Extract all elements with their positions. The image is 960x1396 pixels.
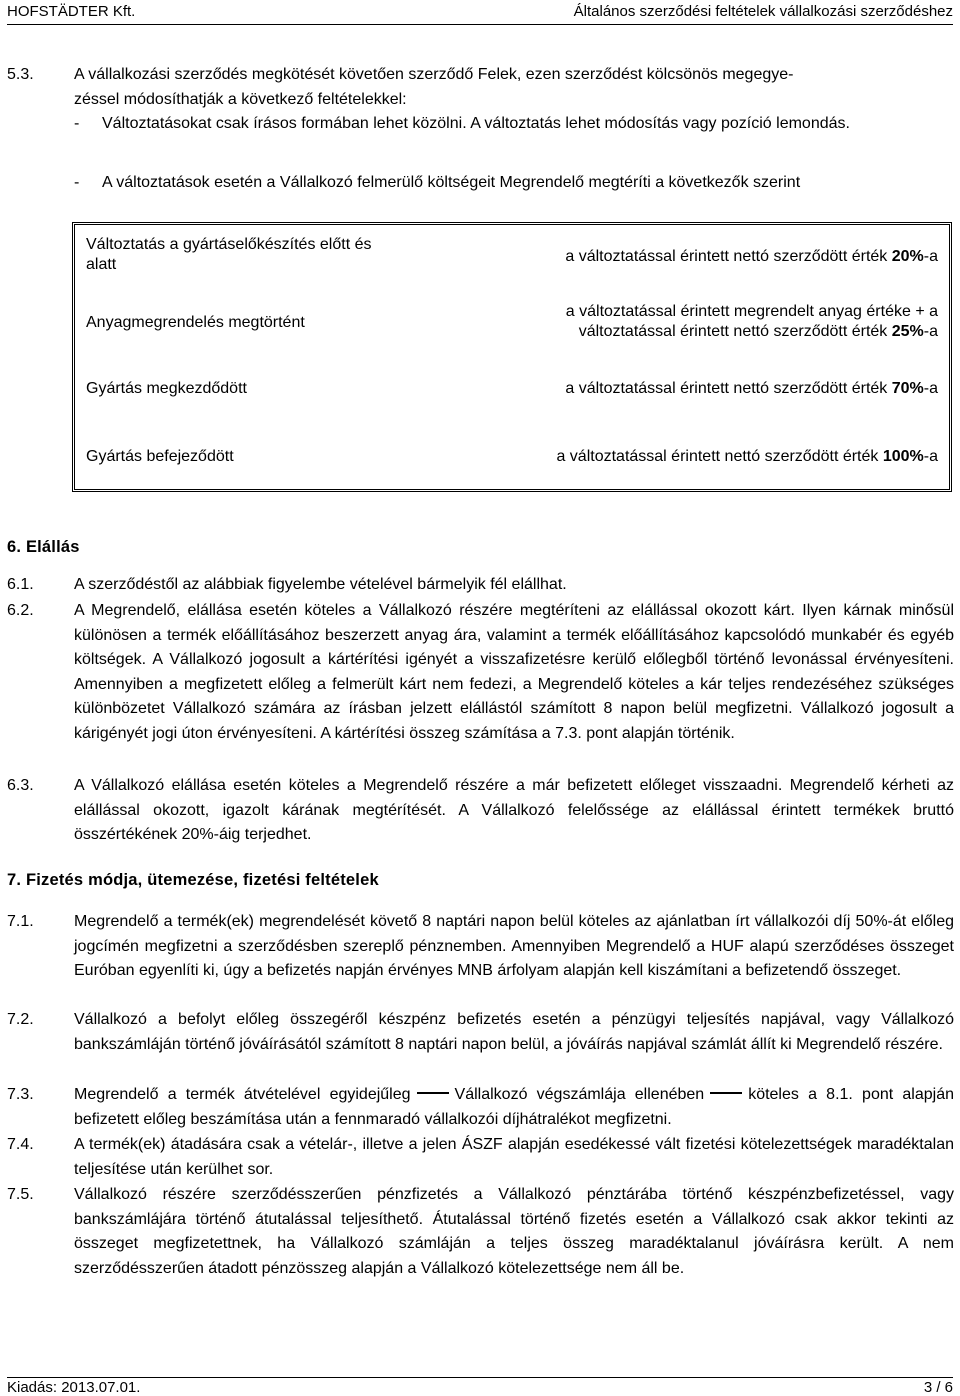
table-cell: a változtatással érintett nettó szerződött érték 70%-a: [565, 380, 938, 397]
paragraph: Megrendelő a termék átvételével egyidejűleg Vállalkozó végszámlája ellenében köteles a 8.1. pont alapján befizetett előleg beszámítása után a fennmaradó vállalkozói díjhátralékot megfizetni.: [74, 1086, 954, 1128]
section-heading: 7. Fizetés módja, ütemezése, fizetési feltételek: [7, 871, 379, 889]
section-number: 5.3.: [7, 66, 34, 83]
page-footer: [7, 1377, 953, 1396]
table-cell: a változtatással érintett megrendelt anyag értéke + a változtatással érintett nettó szerződött érték 25%-a: [565, 303, 938, 340]
paragraph: A szerződéstől az alábbiak figyelembe vételével bármelyik fél elállhat.: [74, 576, 567, 593]
section-number: 6.1.: [7, 576, 34, 593]
list-item: A változtatások esetén a Vállalkozó felmerülő költségeit Megrendelő megtéríti a következők szerint: [102, 174, 801, 191]
section-heading: 6. Elállás: [7, 538, 80, 556]
em-dash: [710, 1092, 742, 1094]
cost-table: [72, 222, 952, 492]
section-number: 7.4.: [7, 1136, 34, 1153]
list-item: Változtatásokat csak írásos formában lehet közölni. A változtatás lehet módosítás vagy pozíció lemondás.: [102, 115, 850, 132]
section-number: 7.3.: [7, 1086, 34, 1103]
table-cell: Gyártás befejeződött: [86, 448, 234, 465]
paragraph: Vállalkozó a befolyt előleg összegéről készpénz befizetés esetén a pénzügyi teljesítés napjával, vagy Vállalkozó bankszámláján történő jóváírásától számított 8 naptári napon belül, a jóváírás napjával számlát állít ki Megrendelő részére.: [74, 1011, 954, 1053]
company-name: HOFSTÄDTER Kft.: [7, 3, 136, 20]
table-cell: a változtatással érintett nettó szerződött érték 100%-a: [556, 448, 938, 465]
list-dash: -: [74, 174, 80, 191]
section-number: 7.2.: [7, 1011, 34, 1028]
list-dash: -: [74, 115, 80, 132]
paragraph: A termék(ek) átadására csak a vételár-, illetve a jelen ÁSZF alapján esedékessé vált fizetési kötelezettségek maradéktalan teljesítése után kerülhet sor.: [74, 1136, 954, 1178]
table-cell: a változtatással érintett nettó szerződött érték 20%-a: [565, 248, 938, 265]
paragraph: Megrendelő a termék(ek) megrendelését követő 8 naptári napon belül köteles az ajánlatban írt vállalkozói díj 50%-át előleg jogcímén megfizetni a szerződésben szereplő pénznemben. Amennyiben Megrendelő a HUF alapú szerződéses összeget Euróban egyenlíti ki, úgy a befizetés napján érvényes MNB árfolyam alapján kell kiszámítani a befizetendő összeget.: [74, 913, 954, 979]
document-title: Általános szerződési feltételek vállalkozási szerződéshez: [573, 3, 953, 20]
section-5-3-text: A vállalkozási szerződés megkötését követően szerződő Felek, ezen szerződést kölcsönös megegye- zéssel módosíthatják a következő feltételekkel:: [74, 66, 794, 108]
paragraph: Vállalkozó részére szerződésszerűen pénzfizetés a Vállalkozó pénztárába történő készpénzbefizetéssel, vagy bankszámlájára történő átutalással teljesíthető. Átutalással történő fizetés esetén a Vállalkozó csak akkor tekinti az összeget megfizetettnek, ha Vállalkozó számláján a teljes összeg maradéktalanul jóváírásra került. A nem szerződésszerűen átadott pénzösszeg alapján a Vállalkozó kötelezettsége nem áll be.: [74, 1186, 954, 1277]
page-header: [7, 0, 953, 25]
table-cell: Anyagmegrendelés megtörtént: [86, 314, 305, 331]
paragraph: A Megrendelő, elállása esetén köteles a Vállalkozó részére megtéríteni az elállással okozott kárt. Ilyen kárnak minősül különösen a termék előállításához beszerzett anyag ára, valamint a termék előállításához kapcsolódó munkabér és egyéb költségek. A Vállalkozó jogosult a kártérítési igényét a visszafizetésre kerülő előlegből történő levonással érvényesíteni. Amennyiben a megfizetett előleg a felmerült kárt nem fedezi, a Megrendelő köteles a kár teljes rendezéséhez szükséges különbözetet Vállalkozó számára az írásban jelzett elállástól számított 8 napon belül megfizetni. Vállalkozó jogosult a kárigényét jogi úton érvényesíteni. A kártérítési összeg számítása a 7.3. pont alapján történik.: [74, 602, 954, 742]
em-dash: [417, 1092, 449, 1094]
table-cell: Változtatás a gyártáselőkészítés előtt és alatt: [86, 236, 372, 273]
section-number: 7.5.: [7, 1186, 34, 1203]
section-number: 6.2.: [7, 602, 34, 619]
section-number: 7.1.: [7, 913, 34, 930]
issue-date: Kiadás: 2013.07.01.: [7, 1379, 141, 1396]
section-number: 6.3.: [7, 777, 34, 794]
paragraph: A Vállalkozó elállása esetén köteles a Megrendelő részére a már befizetett előleget visszaadni. Megrendelő kérheti az elállással okozott, igazolt kárának megtérítését. A Vállalkozó felelőssége az elállással érintett termékek bruttó összértékének 20%-áig terjedhet.: [74, 777, 954, 843]
page-number: 3 / 6: [923, 1379, 953, 1396]
table-cell: Gyártás megkezdődött: [86, 380, 247, 397]
